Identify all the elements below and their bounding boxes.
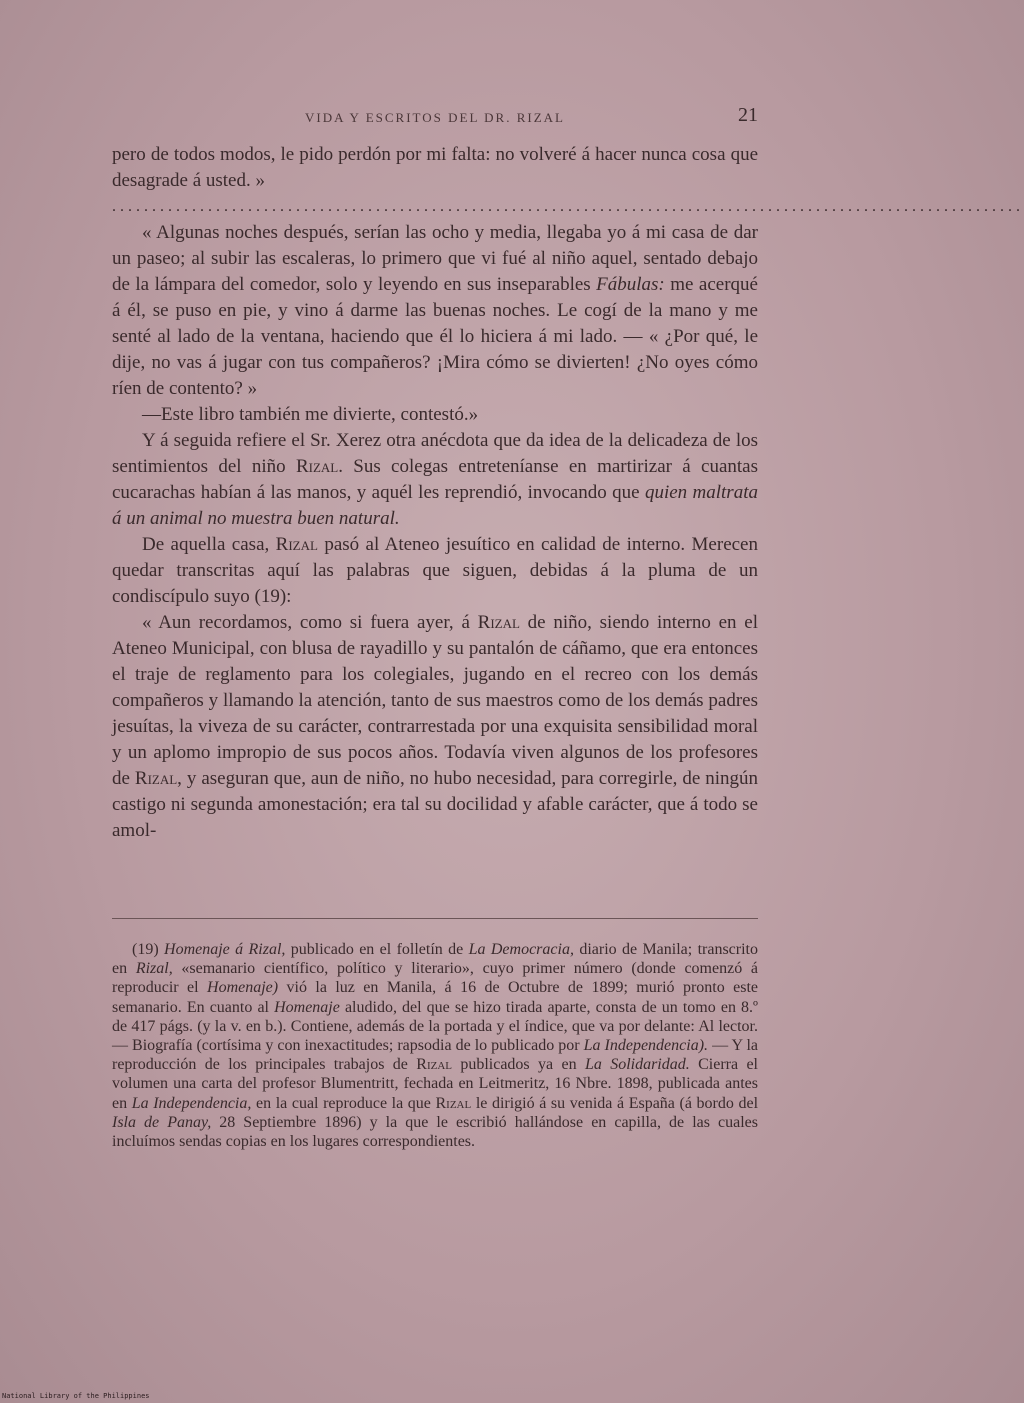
- footnote-italic: Homenaje á Rizal,: [164, 941, 286, 958]
- paragraph-6: [112, 610, 758, 844]
- footnote-text: en la cual reproduce la que: [251, 1094, 436, 1112]
- footnote-italic: Homenaje: [274, 998, 340, 1016]
- footnote-text: «semanario científico, político y literario», cuyo primer número (donde comenzó á reproducir el: [112, 960, 759, 997]
- footnote-text: publicados ya en: [451, 1056, 585, 1074]
- footnote-text: 28 Septiembre 1896) y la que le escribió hallándose en capilla, de las cuales incluímos sendas copias en los lugares correspondientes.: [112, 1113, 758, 1151]
- footnote-italic: Isla de Panay,: [112, 1113, 212, 1131]
- footnote-text: Cierra el volumen una carta del profesor Blumentritt, fechada en Leitmeritz, 16 Nbre. 1898, publicada antes en: [112, 1056, 759, 1112]
- footnote-text: publicado en el folletín de: [285, 941, 469, 958]
- footnote-text: aludido, del que se hizo tirada aparte, consta de un tomo en 8.º de 417 págs. (y la v. en b.). Contiene, además de la portada y el índice, que va por delante: Al lector. — Biografía (cortísima y con inexactitudes; rapsodia de lo publicado por: [112, 998, 758, 1055]
- library-watermark: National Library of the Philippines: [2, 1392, 150, 1400]
- footnote-19: [112, 940, 758, 1151]
- footnote-italic: La Solidaridad.: [584, 1056, 690, 1074]
- rizal-name: Rizal: [275, 534, 318, 555]
- paragraph-3-text: —Este libro también me divierte, contestó.»: [142, 404, 479, 425]
- footnote-italic: La Independencia).: [583, 1037, 709, 1055]
- rizal-name: Rizal: [435, 1094, 472, 1112]
- paragraph-1-text: pero de todos modos, le pido perdón por mi falta: no volveré á hacer nunca cosa que desagrade á usted. »: [112, 144, 758, 191]
- ellipsis-divider: ..................................................................................................................: [112, 198, 1024, 215]
- footnote-text: — Y la reproducción de los principales trabajos de: [112, 1037, 759, 1074]
- paragraph-6-text-c: , y aseguran que, aun de niño, no hubo necesidad, para corregirle, de ningún castigo ni segunda amonestación; era tal su docilidad y afable carácter, que á todo se amol-: [112, 768, 759, 841]
- paragraph-5: [112, 532, 758, 610]
- paragraph-1: [112, 142, 758, 194]
- page-number: 21: [738, 104, 758, 126]
- rizal-name: Rizal: [295, 456, 339, 477]
- paragraph-2-text-a: « Algunas noches después, serían las ocho y media, llegaba yo á mi casa de dar un paseo; al subir las escaleras, lo primero que vi fué al niño aquel, sentado debajo de la lámpara del comedor, solo y leyendo en sus inseparables: [112, 222, 758, 295]
- paragraph-6-text-a: « Aun recordamos, como si fuera ayer, á: [142, 612, 478, 633]
- paragraph-5-text-b: pasó al Ateneo jesuítico en calidad de interno. Merecen quedar transcritas aquí las palabras que siguen, debidas á la pluma de un condiscípulo suyo (19):: [112, 534, 758, 607]
- paragraph-2-text-b: me acerqué á él, se puso en pie, y vino á darme las buenas noches. Le cogí de la mano y me senté al lado de la ventana, haciendo que él lo hiciera á mi lado. — « ¿Por qué, le dije, no vas á jugar con tus compañeros? ¡Mira cómo se divierten! ¿No oyes cómo ríen de contento? »: [112, 274, 758, 399]
- rizal-name: Rizal: [477, 612, 520, 633]
- paragraph-2: [112, 220, 758, 402]
- footnote-italic: Homenaje): [207, 979, 279, 997]
- paragraph-4-text-a: Y á seguida refiere el Sr. Xerez otra anécdota que da idea de la delicadeza de los sentimientos del niño: [112, 430, 758, 477]
- footnote-italic: La Independencia,: [131, 1094, 252, 1112]
- paragraph-4: [112, 428, 758, 532]
- footnote-marker: (19): [132, 941, 165, 958]
- rizal-name: Rizal: [134, 768, 178, 789]
- main-text: [112, 142, 1024, 844]
- footnote-paragraph: [112, 940, 758, 1151]
- footnote-italic: La Democracia,: [468, 941, 574, 958]
- rizal-name: Rizal: [416, 1056, 452, 1074]
- paragraph-4-text-b: . Sus colegas entreteníanse en martirizar á cuantas cucarachas habían á las manos, y aquél les reprendió, invocando que: [112, 456, 758, 503]
- footnote-italic: Rizal,: [135, 960, 173, 978]
- page-header: [112, 104, 758, 132]
- paragraph-5-text-a: De aquella casa,: [142, 534, 276, 555]
- running-head: VIDA Y ESCRITOS DEL DR. RIZAL: [305, 110, 565, 125]
- quote-italic: quien maltrata á un animal no muestra buen natural.: [112, 482, 758, 529]
- footnote-text: diario de Manila; transcrito en: [112, 941, 758, 978]
- paragraph-6-text-b: de niño, siendo interno en el Ateneo Municipal, con blusa de rayadillo y su pantalón de cáñamo, que era entonces el traje de reglamento para los colegiales, jugando en el recreo con los demás compañeros y llamando la atención, tanto de sus maestros como de los demás padres jesuítas, la viveza de su carácter, contrarrestada por una exquisita sensibilidad moral y un aplomo impropio de sus pocos años. Todavía viven algunos de los profesores de: [112, 612, 758, 789]
- paragraph-3: [112, 402, 758, 428]
- footnote-text: le dirigió á su venida á España (á bordo del: [471, 1094, 759, 1112]
- footnote-text: vió la luz en Manila, á 16 de Octubre de 1899; murió pronto este semanario. En cuanto al: [112, 979, 759, 1016]
- footnote-rule: [112, 918, 758, 919]
- fabulas-title: Fábulas:: [596, 274, 665, 295]
